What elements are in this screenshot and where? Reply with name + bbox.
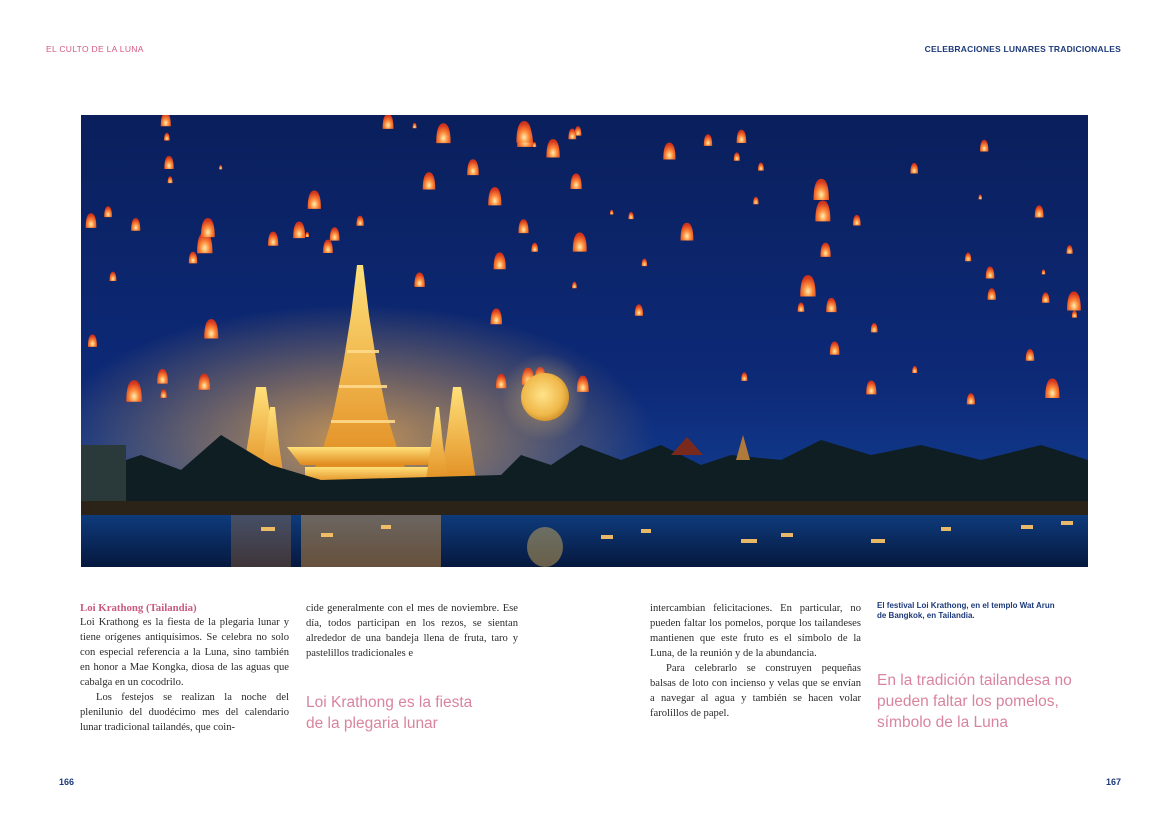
text-column-2: [306, 601, 518, 661]
sky-lantern: [383, 115, 394, 129]
photo-illustration: [81, 115, 1088, 567]
paragraph-2-middle: cide generalmente con el mes de noviembre. Ese día, todos participan en los rezos, se sientan alrededor de una bandeja llena de fruta, taro y pastelillos tradicionales e: [306, 603, 518, 659]
photo-caption: El festival Loi Krathong, en el templo Wat Arun de Bangkok, en Tailandia.: [877, 601, 1055, 620]
paragraph-2-start: Los festejos se realizan la noche del plenilunio del duodécimo mes del calendario lunar tradicional tailandés, que coin-: [80, 692, 289, 733]
text-column-1: [80, 601, 289, 735]
pull-quote-left: Loi Krathong es la fiesta de la plegaria lunar: [306, 694, 473, 732]
sky-lanterns-temple-moon-photo: [81, 115, 1088, 567]
running-header-right: CELEBRACIONES LUNARES TRADICIONALES: [924, 44, 1121, 54]
sky-lantern: [161, 115, 171, 126]
paragraph-2-end: intercambian felicitaciones. En particular, no pueden faltar los pomelos, porque los tailandeses mantienen que este fruto es el símbolo de la Luna, de la reunión y de la abundancia.: [650, 603, 861, 659]
article-subheading: Loi Krathong (Tailandia): [80, 602, 197, 614]
paragraph-1: Loi Krathong es la fiesta de la plegaria lunar y tiene orígenes antiquísimos. Se celebra no solo con especial referencia a la Luna, sino también en honor a Mae Kongka, diosa de las aguas que cabalga en un cocodrilo.: [80, 617, 289, 688]
running-header-left: EL CULTO DE LA LUNA: [46, 44, 144, 54]
paragraph-3: Para celebrarlo se construyen pequeñas balsas de loto con incienso y velas que se envían a navegar al agua y también se hacen volar farolillos de papel.: [650, 663, 861, 719]
text-column-3: [650, 601, 861, 721]
page-number-right: 167: [1106, 777, 1122, 787]
pull-quote-right: En la tradición tailandesa no pueden faltar los pomelos, símbolo de la Luna: [877, 672, 1072, 731]
page-number-left: 166: [59, 777, 75, 787]
